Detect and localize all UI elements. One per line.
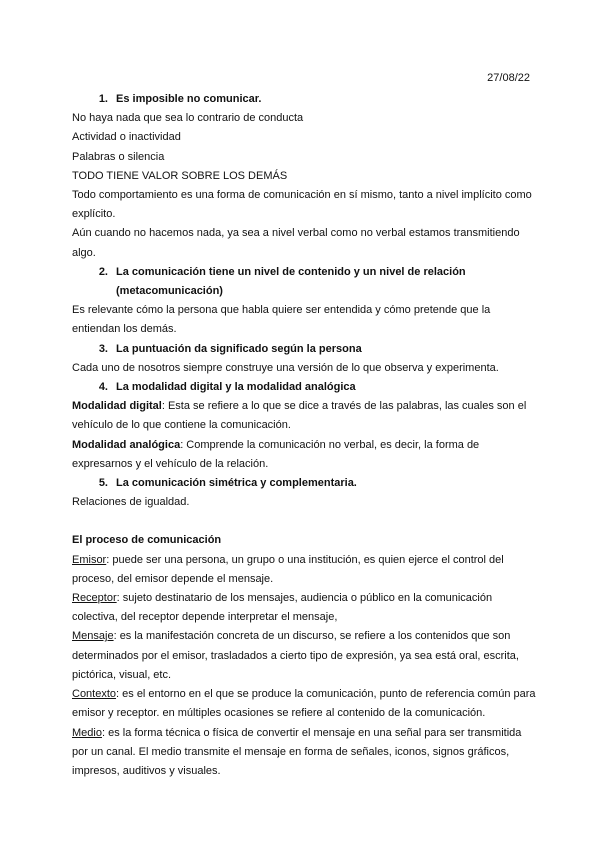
heading-text: La puntuación da significado según la persona	[116, 342, 362, 355]
definition-paragraph	[72, 436, 538, 474]
heading-text: La comunicación tiene un nivel de contenido y un nivel de relación (metacomunicación)	[116, 265, 466, 298]
definition-text: : Esta se refiere a lo que se dice a través de las palabras, las cuales son el vehículo de lo que contiene la comunicación.	[72, 400, 527, 432]
heading-number: 2.	[98, 265, 108, 278]
paragraph: Actividad o inactividad	[72, 131, 181, 144]
numbered-heading	[72, 90, 538, 109]
definition-term: Receptor	[72, 592, 117, 605]
paragraph: Palabras o silencia	[72, 150, 165, 163]
definition-term: Medio	[72, 726, 102, 739]
heading-number: 5.	[98, 477, 108, 490]
spacer	[72, 512, 538, 531]
definition-paragraph	[72, 627, 538, 685]
heading-text: Es imposible no comunicar.	[116, 93, 262, 105]
numbered-heading	[72, 378, 538, 397]
definition-paragraph	[72, 685, 538, 723]
heading-number: 4.	[98, 381, 108, 394]
definition-paragraph	[72, 589, 538, 627]
numbered-heading	[72, 263, 538, 301]
definition-term: Modalidad digital	[72, 400, 162, 413]
definition-paragraph	[72, 551, 538, 589]
paragraph: TODO TIENE VALOR SOBRE LOS DEMÁS	[72, 169, 288, 182]
numbered-heading	[72, 474, 538, 493]
definition-text: : sujeto destinatario de los mensajes, audiencia o público en la comunicación colectiva, del receptor depende interpretar el mensaje,	[72, 592, 493, 624]
heading-text: La modalidad digital y la modalidad analógica	[116, 381, 356, 394]
paragraph: Todo comportamiento es una forma de comunicación en sí mismo, tanto a nivel implícito como explícito.	[72, 189, 532, 221]
definition-text: : puede ser una persona, un grupo o una institución, es quien ejerce el control del proceso, del emisor depende el mensaje.	[72, 553, 504, 585]
definition-paragraph	[72, 397, 538, 435]
paragraph: No haya nada que sea lo contrario de conducta	[72, 112, 304, 125]
definition-text: : es el entorno en el que se produce la comunicación, punto de referencia común para emisor y receptor. en múltiples ocasiones se refiere al contenido de la comunicación.	[72, 688, 536, 720]
definition-term: Mensaje	[72, 630, 114, 643]
definition-term: Modalidad analógica	[72, 438, 181, 451]
heading-text: La comunicación simétrica y complementaria.	[116, 477, 357, 490]
numbered-heading	[72, 340, 538, 359]
paragraph: Relaciones de igualdad.	[72, 496, 190, 509]
heading-number: 3.	[98, 342, 108, 355]
definition-paragraph	[72, 724, 538, 782]
definition-term: Emisor	[72, 553, 107, 566]
definition-text: : es la forma técnica o física de convertir el mensaje en una señal para ser transmitida por un canal. El medio transmite el mensaje en forma de señales, iconos, signos gráficos, impresos, auditivos y visuales.	[72, 726, 522, 777]
paragraph: Aún cuando no hacemos nada, ya sea a nivel verbal como no verbal estamos transmitiendo algo.	[72, 227, 520, 259]
definition-text: : Comprende la comunicación no verbal, es decir, la forma de expresarnos y el vehículo de la relación.	[72, 438, 480, 470]
paragraph: Cada uno de nosotros siempre construye una versión de lo que observa y experimenta.	[72, 361, 499, 374]
document-body	[72, 90, 538, 781]
definition-text: : es la manifestación concreta de un discurso, se refiere a los contenidos que son determinados por el emisor, trasladados a cierto tipo de expresión, ya sea está oral, escrita, pictórica, visual, etc.	[72, 630, 519, 681]
paragraph: Es relevante cómo la persona que habla quiere ser entendida y cómo pretende que la entiendan los demás.	[72, 304, 491, 336]
section-title: El proceso de comunicación	[72, 534, 222, 547]
document-date: 27/08/22	[487, 72, 530, 84]
heading-number: 1.	[98, 93, 108, 105]
definition-term: Contexto	[72, 688, 117, 701]
